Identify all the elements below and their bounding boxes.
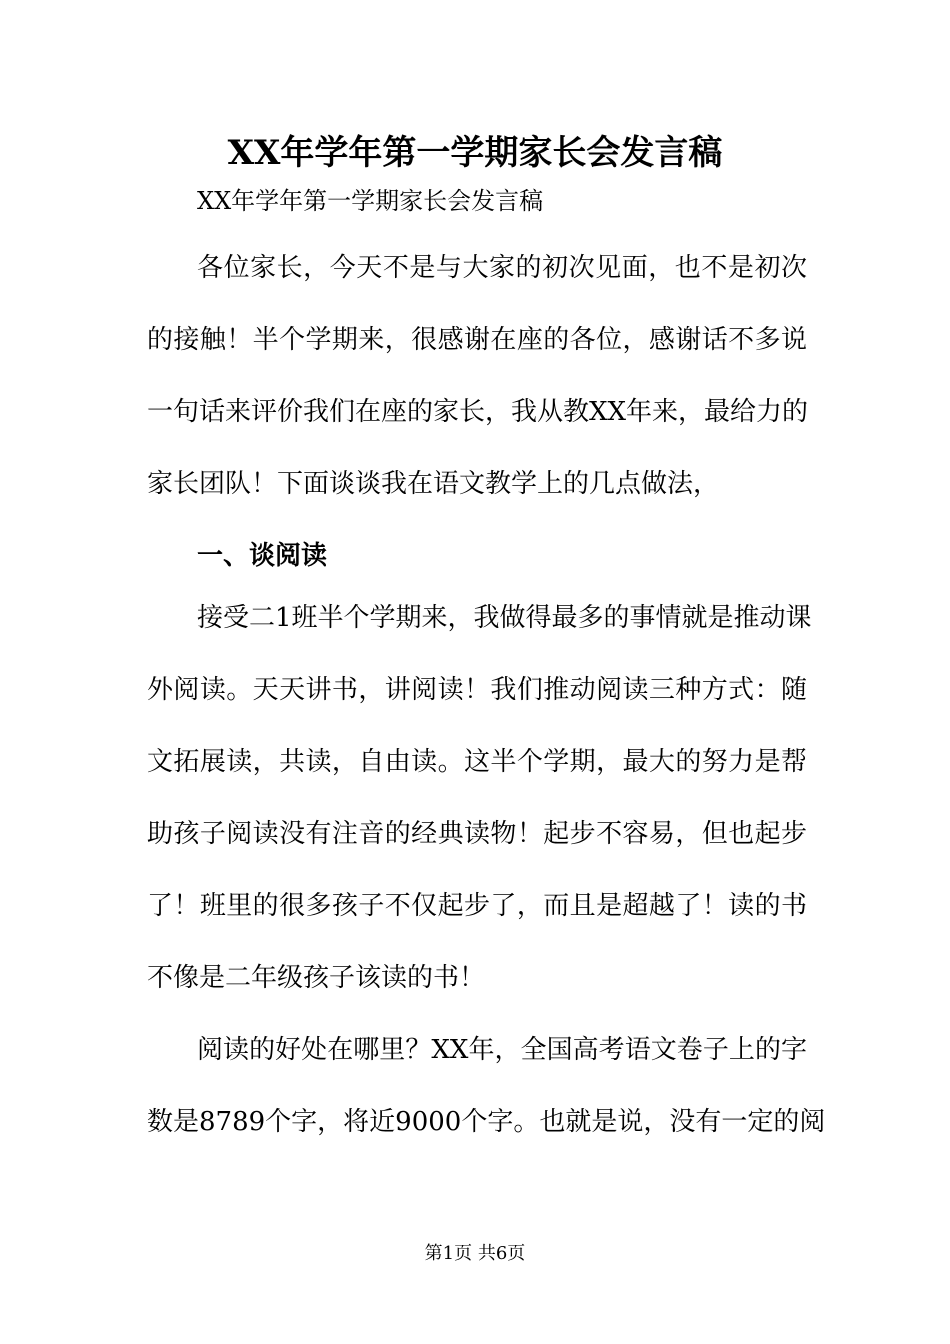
paragraph-2-line-1: 接受二1班半个学期来，我做得最多的事情就是推动课 xyxy=(197,603,812,633)
paragraph-3-line-1: 阅读的好处在哪里？XX年，全国高考语文卷子上的字 xyxy=(197,1035,807,1065)
paragraph-2-line-5: 了！班里的很多孩子不仅起步了，而且是超越了！读的书 xyxy=(147,891,807,921)
document-title: XX年学年第一学期家长会发言稿 xyxy=(227,133,723,173)
paragraph-1-line-4: 家长团队！下面谈谈我在语文教学上的几点做法， xyxy=(147,469,720,499)
paragraph-1-line-2: 的接触！半个学期来，很感谢在座的各位，感谢话不多说 xyxy=(147,325,807,355)
paragraph-2-line-4: 助孩子阅读没有注音的经典读物！起步不容易，但也起步 xyxy=(147,819,807,849)
document-subtitle: XX年学年第一学期家长会发言稿 xyxy=(197,187,544,215)
paragraph-1-line-1: 各位家长，今天不是与大家的初次见面，也不是初次 xyxy=(197,253,807,283)
page-number-footer: 第1页 共6页 xyxy=(424,1243,526,1264)
paragraph-3-line-2: 数是8789个字，将近9000个字。也就是说，没有一定的阅 xyxy=(147,1107,826,1137)
paragraph-1-line-3: 一句话来评价我们在座的家长，我从教XX年来，最给力的 xyxy=(147,397,809,427)
paragraph-2-line-6: 不像是二年级孩子该读的书！ xyxy=(147,963,486,993)
paragraph-2-line-3: 文拓展读，共读，自由读。这半个学期，最大的努力是帮 xyxy=(147,747,807,777)
paragraph-2-line-2: 外阅读。天天讲书，讲阅读！我们推动阅读三种方式：随 xyxy=(147,675,807,705)
section-heading: 一、谈阅读 xyxy=(197,541,328,571)
